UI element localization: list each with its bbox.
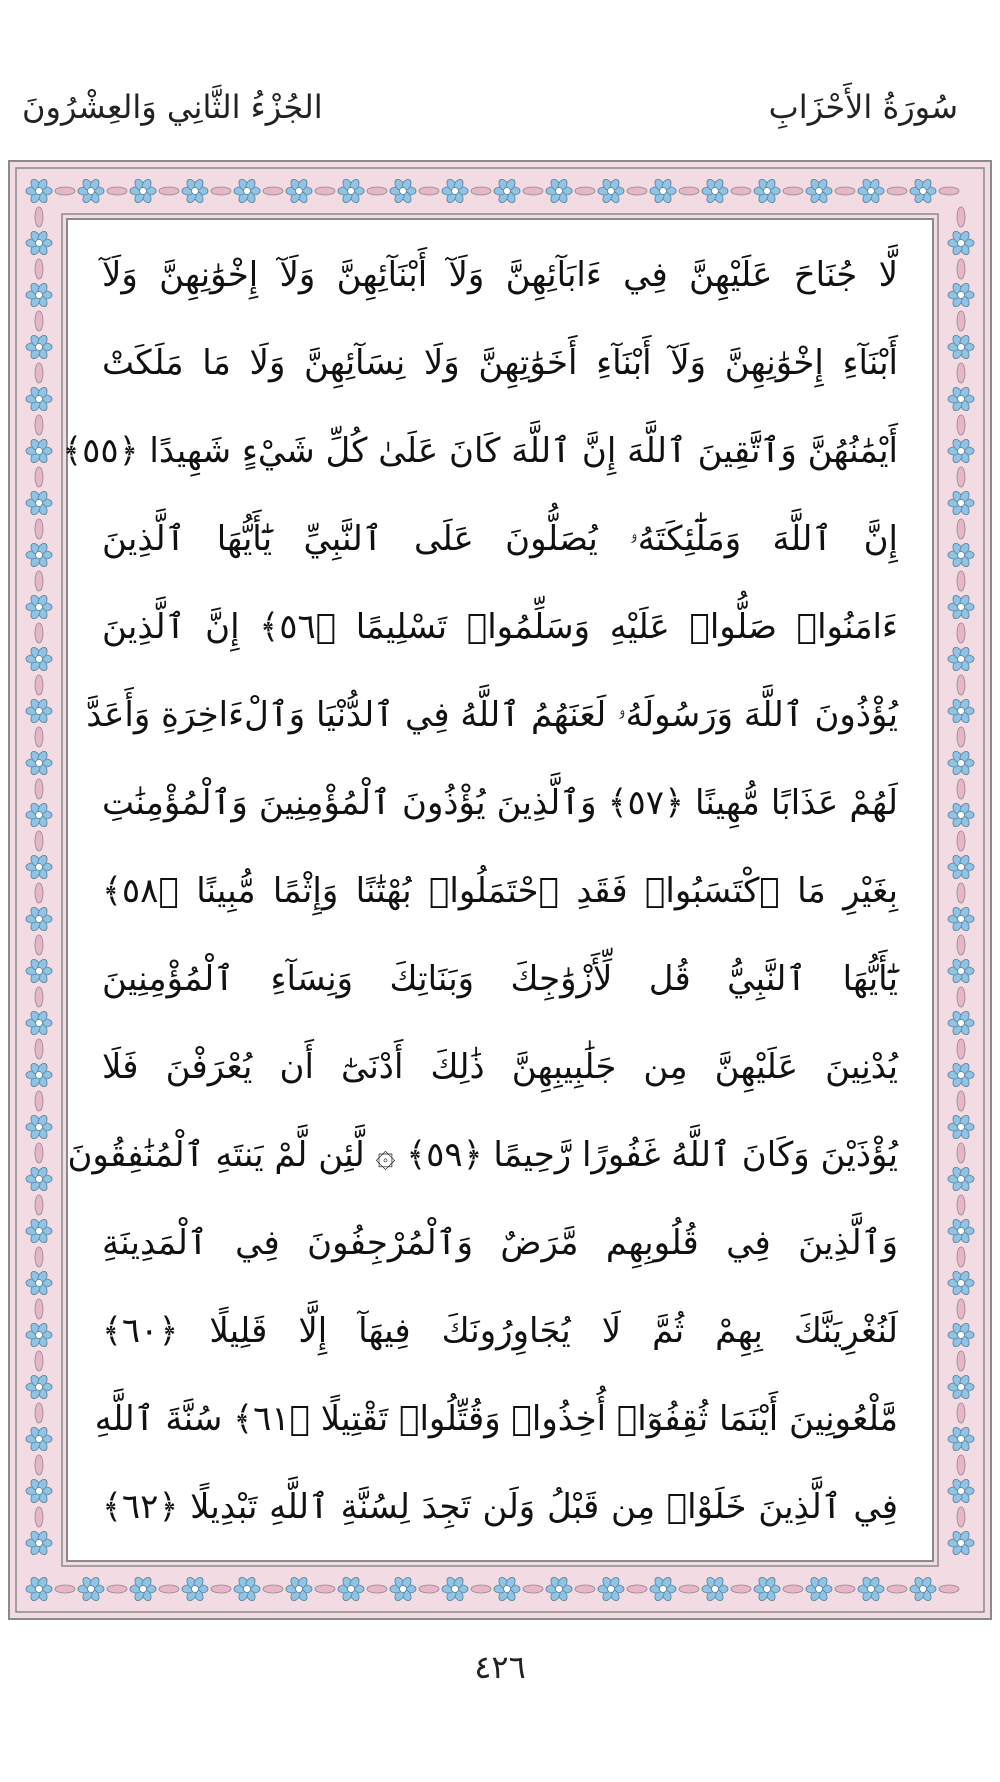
- verse-line-9: يَٰٓأَيُّهَا ٱلنَّبِيُّ قُل لِّأَزْوَٰجِكَ وَبَنَاتِكَ وَنِسَآءِ ٱلْمُؤْمِنِينَ: [102, 959, 898, 999]
- verse-line-2: أَبْنَآءِ إِخْوَٰنِهِنَّ وَلَآ أَبْنَآءِ أَخَوَٰتِهِنَّ وَلَا نِسَآئِهِنَّ وَلَا مَا مَلَكَتْ: [102, 343, 898, 383]
- verse-line-3: أَيْمَٰنُهُنَّ وَٱتَّقِينَ ٱللَّهَ إِنَّ ٱللَّهَ كَانَ عَلَىٰ كُلِّ شَيْءٍ شَهِيدًا ﴿٥٥﴾: [62, 431, 898, 471]
- verse-line-5: ءَامَنُوا۟ صَلُّوا۟ عَلَيْهِ وَسَلِّمُوا۟ تَسْلِيمًا ﴿٥٦﴾ إِنَّ ٱلَّذِينَ: [102, 607, 898, 647]
- page-number: ٤٢٦: [474, 1648, 526, 1686]
- page-header: [0, 88, 1000, 148]
- text-panel: [62, 228, 932, 1558]
- verse-line-8: بِغَيْرِ مَا ٱكْتَسَبُوا۟ فَقَدِ ٱحْتَمَلُوا۟ بُهْتَٰنًا وَإِثْمًا مُّبِينًا ﴿٥٨﴾: [102, 871, 898, 911]
- verse-line-1: لَّا جُنَاحَ عَلَيْهِنَّ فِي ءَابَآئِهِنَّ وَلَآ أَبْنَآئِهِنَّ وَلَآ إِخْوَٰنِهِنَّ وَلَآ: [102, 255, 898, 295]
- juz-name: الجُزْءُ الثَّانِي وَالعِشْرُونَ: [22, 88, 323, 126]
- verse-line-13: لَنُغْرِيَنَّكَ بِهِمْ ثُمَّ لَا يُجَاوِرُونَكَ فِيهَآ إِلَّا قَلِيلًا ﴿٦٠﴾: [102, 1311, 898, 1351]
- verse-line-6: يُؤْذُونَ ٱللَّهَ وَرَسُولَهُۥ لَعَنَهُمُ ٱللَّهُ فِي ٱلدُّنْيَا وَٱلْءَاخِرَةِ وَأَعَدَّ: [86, 695, 898, 735]
- verse-line-4: إِنَّ ٱللَّهَ وَمَلَٰٓئِكَتَهُۥ يُصَلُّونَ عَلَى ٱلنَّبِيِّ يَٰٓأَيُّهَا ٱلَّذِينَ: [102, 519, 898, 559]
- verse-line-10: يُدْنِينَ عَلَيْهِنَّ مِن جَلَٰبِيبِهِنَّ ذَٰلِكَ أَدْنَىٰٓ أَن يُعْرَفْنَ فَلَا: [102, 1047, 898, 1087]
- verse-line-15: فِي ٱلَّذِينَ خَلَوْا۟ مِن قَبْلُ وَلَن تَجِدَ لِسُنَّةِ ٱللَّهِ تَبْدِيلًا ﴿٦٢﴾: [102, 1487, 898, 1527]
- verse-line-11: يُؤْذَيْنَ وَكَانَ ٱللَّهُ غَفُورًا رَّحِيمًا ﴿٥٩﴾ ۞ لَّئِن لَّمْ يَنتَهِ ٱلْمُنَٰفِقُونَ: [67, 1135, 898, 1175]
- verse-line-14: مَّلْعُونِينَ أَيْنَمَا ثُقِفُوٓا۟ أُخِذُوا۟ وَقُتِّلُوا۟ تَقْتِيلًا ﴿٦١﴾ سُنَّةَ ٱللَّهِ: [94, 1399, 898, 1439]
- verse-line-12: وَٱلَّذِينَ فِي قُلُوبِهِم مَّرَضٌ وَٱلْمُرْجِفُونَ فِي ٱلْمَدِينَةِ: [102, 1223, 898, 1263]
- verse-line-7: لَهُمْ عَذَابًا مُّهِينًا ﴿٥٧﴾ وَٱلَّذِينَ يُؤْذُونَ ٱلْمُؤْمِنِينَ وَٱلْمُؤْمِنَٰتِ: [102, 783, 899, 823]
- surah-name: سُورَةُ الأَحْزَابِ: [768, 88, 958, 126]
